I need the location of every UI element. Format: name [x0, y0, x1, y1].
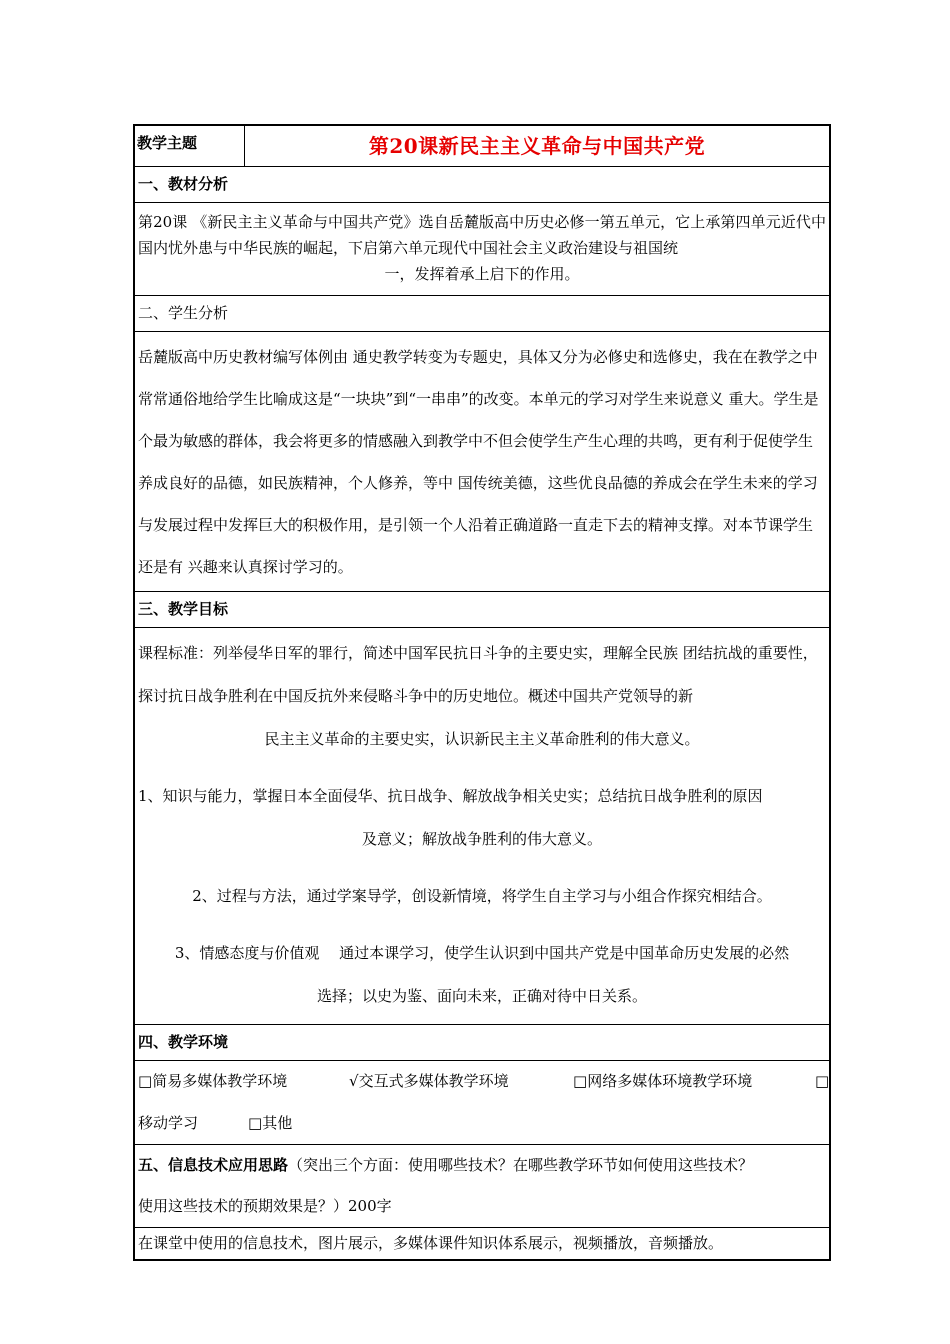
section-heading-goals: 三、教学目标 — [135, 591, 829, 627]
textbook-analysis-line-b: 一，发挥着承上启下的作用。 — [384, 265, 580, 283]
teaching-goals — [135, 627, 829, 1024]
section-heading-textbook: 一、教材分析 — [135, 166, 829, 202]
student-analysis-text: 岳麓版高中历史教材编写体例由 通史教学转变为专题史，具体又分为必修史和选修史，我在在教学之中常常通俗地给学生比喻成这是“一块块”到“一串串”的改变。本单元的学习对学生来说意义 重大。学生是个最为敏感的群体，我会将更多的情感融入到教学中不但会使学生产生心理的共鸣，更有利于促使学生养成良好的品德，如民族精神，个人修养，等中 国传统美德，这些优良品德的养成会在学生未来的学习与发展过程中发挥巨大的积极作用，是引领一个人沿着正确道路一直走下去的精神支撑。对本节课学生还是有 兴趣来认真探讨学习的。 — [135, 331, 829, 591]
curriculum-standard-line-b: 民主主义革命的主要史实，认识新民主主义革命胜利的伟大意义。 — [264, 730, 700, 748]
goal-knowledge-line-a: 1、知识与能力，掌握日本全面侵华、抗日战争、解放战争相关史实；总结抗日战争胜利的原因 — [138, 787, 763, 805]
env-option-interactive[interactable] — [349, 1061, 509, 1102]
goal-process — [138, 875, 826, 918]
tech-note-line-b: 使用这些技术的预期效果是？）200字 — [138, 1197, 392, 1215]
curriculum-standard-line-a: 课程标准：列举侵华日军的罪行，简述中国军民抗日斗争的主要史实，理解全民族 团结抗战的重要性，探讨抗日战争胜利在中国反抗外来侵略斗争中的历史地位。概述中国共产党领导的新 — [138, 644, 818, 705]
env-option-label: 网络多媒体环境教学环境 — [587, 1072, 753, 1090]
checkbox-icon: □ — [815, 1072, 830, 1090]
env-option-other[interactable] — [248, 1103, 292, 1144]
environment-options — [135, 1060, 829, 1144]
section-heading-tech: 五、信息技术应用思路 — [138, 1156, 289, 1174]
checkbox-icon: □ — [248, 1114, 263, 1132]
env-option-label: 交互式多媒体教学环境 — [358, 1072, 509, 1090]
lesson-plan-table — [133, 124, 831, 1261]
tech-application-heading — [135, 1144, 829, 1227]
section-heading-students: 二、学生分析 — [135, 295, 829, 331]
checkbox-icon: □ — [573, 1072, 588, 1090]
goal-emotion — [138, 932, 826, 1018]
curriculum-standard — [138, 632, 826, 761]
tech-application-text: 在课堂中使用的信息技术，图片展示，多媒体课件知识体系展示，视频播放，音频播放。 — [135, 1227, 829, 1259]
title-row — [135, 126, 829, 166]
goal-emotion-line-a: 3、情感态度与价值观 通过本课学习，使学生认识到中国共产党是中国革命历史发展的必然 — [174, 944, 790, 962]
checkmark-icon: √ — [349, 1072, 359, 1090]
textbook-analysis-line-a: 第20课 《新民主主义革命与中国共产党》选自岳麓版高中历史必修一第五单元，它上承第四单元近代中国内忧外患与中华民族的崛起，下启第六单元现代中国社会主义政治建设与祖国统 — [138, 213, 826, 257]
env-option-network[interactable] — [573, 1061, 752, 1102]
section-heading-environment: 四、教学环境 — [135, 1024, 829, 1060]
checkbox-icon: □ — [138, 1072, 153, 1090]
textbook-analysis-text — [135, 202, 829, 295]
env-option-mobile-label: 移动学习 — [138, 1114, 199, 1132]
env-option-label: 其他 — [262, 1114, 293, 1132]
env-option-label: 简易多媒体教学环境 — [152, 1072, 288, 1090]
topic-label: 教学主题 — [135, 126, 245, 166]
env-option-mobile-checkbox[interactable] — [815, 1061, 829, 1102]
env-option-simple[interactable] — [138, 1061, 287, 1102]
goal-knowledge — [138, 775, 826, 861]
lesson-title: 第20课新民主主义革命与中国共产党 — [368, 134, 706, 158]
goal-process-line: 2、过程与方法，通过学案导学，创设新情境，将学生自主学习与小组合作探究相结合。 — [192, 887, 772, 905]
tech-note-line-a: （突出三个方面：使用哪些技术？在哪些教学环节如何使用这些技术？ — [288, 1156, 754, 1174]
goal-emotion-line-b: 选择；以史为鉴、面向未来，正确对待中日关系。 — [316, 987, 647, 1005]
goal-knowledge-line-b: 及意义；解放战争胜利的伟大意义。 — [361, 830, 602, 848]
